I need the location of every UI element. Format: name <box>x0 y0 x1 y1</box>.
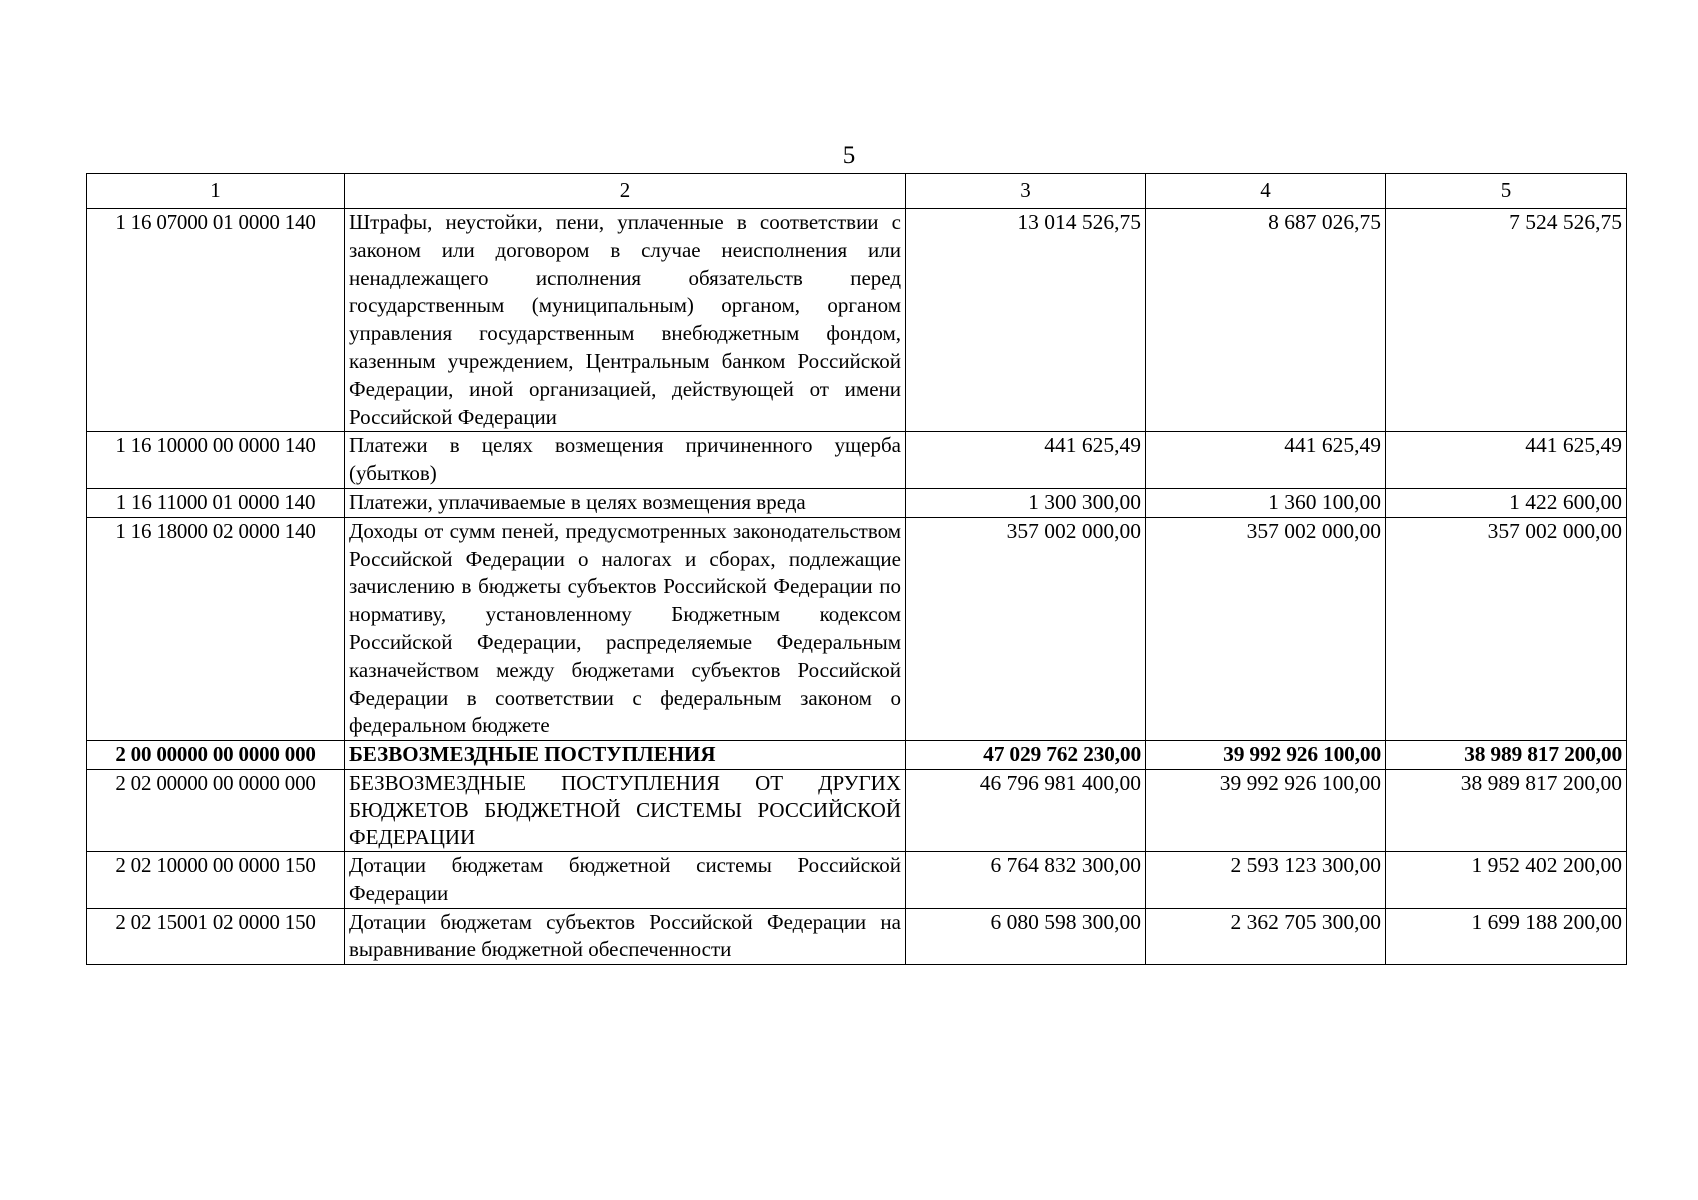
revenue-name: Платежи, уплачиваемые в целях возмещения вреда <box>345 488 906 517</box>
amount-col-5: 357 002 000,00 <box>1386 517 1627 740</box>
revenue-code: 2 02 10000 00 0000 150 <box>87 851 345 908</box>
amount-col-3: 441 625,49 <box>906 432 1146 489</box>
amount-col-5: 7 524 526,75 <box>1386 209 1627 432</box>
revenue-code: 2 00 00000 00 0000 000 <box>87 741 345 770</box>
table-row <box>87 851 1627 908</box>
page-number: 5 <box>842 142 856 169</box>
amount-col-4: 39 992 926 100,00 <box>1146 769 1386 851</box>
amount-col-3: 1 300 300,00 <box>906 488 1146 517</box>
table-row <box>87 209 1627 432</box>
budget-revenue-table <box>86 173 1627 965</box>
table-row <box>87 488 1627 517</box>
amount-col-5: 38 989 817 200,00 <box>1386 769 1627 851</box>
amount-col-3: 6 764 832 300,00 <box>906 851 1146 908</box>
revenue-name: Доходы от сумм пеней, предусмотренных законодательством Российской Федерации о налогах и сборах, подлежащие зачислению в бюджеты субъектов Российской Федерации по нормативу, установленному Бюджетным кодексом Российской Федерации, распределяемые Федеральным казначейством между бюджетами субъектов Российской Федерации в соответствии с федеральным законом о федеральном бюджете <box>345 517 906 740</box>
revenue-name: Дотации бюджетам бюджетной системы Российской Федерации <box>345 851 906 908</box>
amount-col-5: 441 625,49 <box>1386 432 1627 489</box>
table-row <box>87 517 1627 740</box>
amount-col-5: 1 422 600,00 <box>1386 488 1627 517</box>
revenue-name: Штрафы, неустойки, пени, уплаченные в соответствии с законом или договором в случае неисполнения или ненадлежащего исполнения обязательств перед государственным (муниципальным) органом, органом управления государственным внебюджетным фондом, казенным учреждением, Центральным банком Российской Федерации, иной организацией, действующей от имени Российской Федерации <box>345 209 906 432</box>
revenue-name: БЕЗВОЗМЕЗДНЫЕ ПОСТУПЛЕНИЯ <box>345 741 906 770</box>
amount-col-3: 46 796 981 400,00 <box>906 769 1146 851</box>
column-header-4: 4 <box>1146 174 1386 209</box>
amount-col-5: 1 699 188 200,00 <box>1386 908 1627 965</box>
revenue-code: 2 02 15001 02 0000 150 <box>87 908 345 965</box>
revenue-code: 1 16 11000 01 0000 140 <box>87 488 345 517</box>
amount-col-5: 1 952 402 200,00 <box>1386 851 1627 908</box>
table-row <box>87 769 1627 851</box>
revenue-code: 1 16 10000 00 0000 140 <box>87 432 345 489</box>
table-row-total <box>87 741 1627 770</box>
amount-col-4: 1 360 100,00 <box>1146 488 1386 517</box>
table-header-row <box>87 174 1627 209</box>
column-header-3: 3 <box>906 174 1146 209</box>
revenue-code: 1 16 18000 02 0000 140 <box>87 517 345 740</box>
amount-col-4: 2 593 123 300,00 <box>1146 851 1386 908</box>
table-row <box>87 908 1627 965</box>
amount-col-5: 38 989 817 200,00 <box>1386 741 1627 770</box>
revenue-name: БЕЗВОЗМЕЗДНЫЕ ПОСТУПЛЕНИЯ ОТ ДРУГИХ БЮДЖЕТОВ БЮДЖЕТНОЙ СИСТЕМЫ РОССИЙСКОЙ ФЕДЕРАЦИИ <box>345 769 906 851</box>
revenue-name: Дотации бюджетам субъектов Российской Федерации на выравнивание бюджетной обеспеченности <box>345 908 906 965</box>
amount-col-4: 8 687 026,75 <box>1146 209 1386 432</box>
revenue-code: 1 16 07000 01 0000 140 <box>87 209 345 432</box>
amount-col-4: 2 362 705 300,00 <box>1146 908 1386 965</box>
revenue-code: 2 02 00000 00 0000 000 <box>87 769 345 851</box>
amount-col-3: 13 014 526,75 <box>906 209 1146 432</box>
amount-col-3: 357 002 000,00 <box>906 517 1146 740</box>
amount-col-4: 441 625,49 <box>1146 432 1386 489</box>
amount-col-3: 47 029 762 230,00 <box>906 741 1146 770</box>
column-header-5: 5 <box>1386 174 1627 209</box>
column-header-2: 2 <box>345 174 906 209</box>
amount-col-4: 357 002 000,00 <box>1146 517 1386 740</box>
amount-col-3: 6 080 598 300,00 <box>906 908 1146 965</box>
column-header-1: 1 <box>87 174 345 209</box>
table-row <box>87 432 1627 489</box>
revenue-name: Платежи в целях возмещения причиненного ущерба (убытков) <box>345 432 906 489</box>
amount-col-4: 39 992 926 100,00 <box>1146 741 1386 770</box>
